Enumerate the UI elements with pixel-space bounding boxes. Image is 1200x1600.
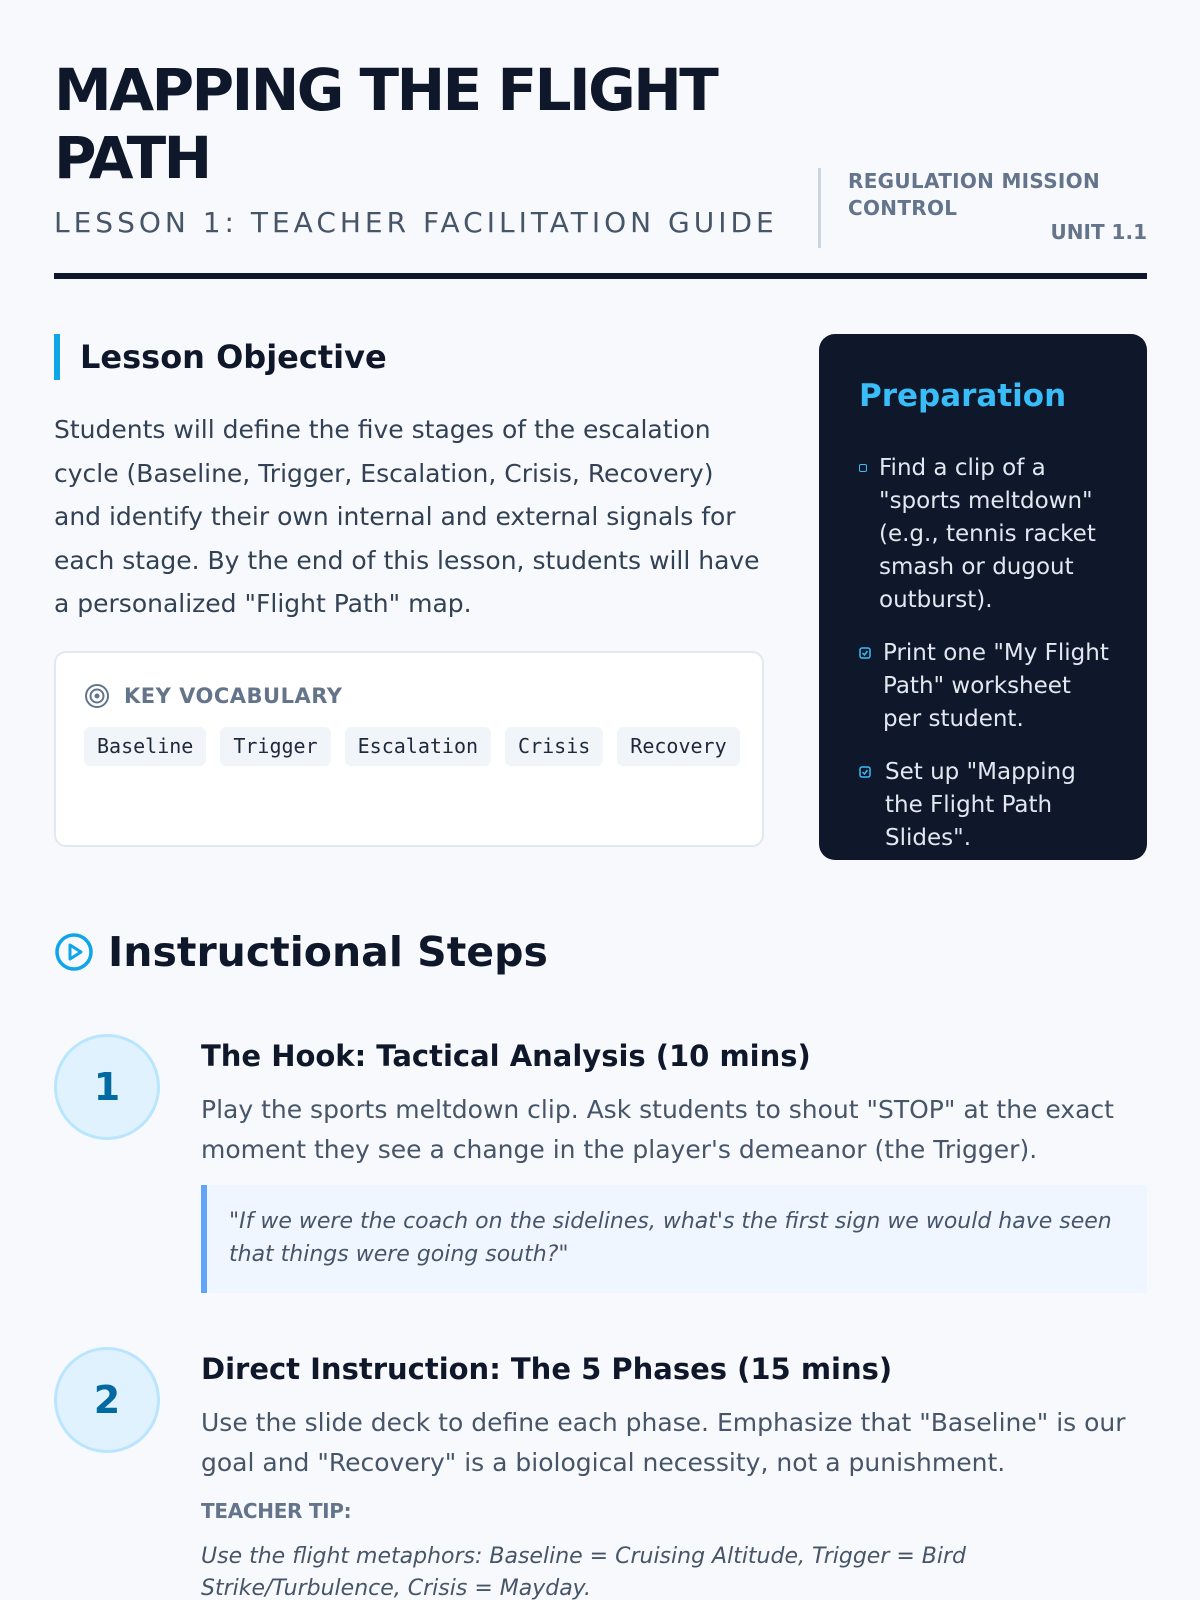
preparation-item <box>859 452 1115 617</box>
preparation-item-text: Print one "My Flight Path" worksheet per student. <box>883 640 1109 732</box>
vocab-chip: Baseline <box>84 727 206 766</box>
step-body <box>201 1347 1147 1600</box>
target-icon <box>84 683 110 709</box>
page-title: MAPPING THE FLIGHT PATH <box>54 56 717 192</box>
teacher-tip-label: TEACHER TIP: <box>201 1499 352 1523</box>
vocabulary-label-row <box>84 683 342 709</box>
unit-label: UNIT 1.1 <box>1050 220 1147 244</box>
vocab-chip: Escalation <box>345 727 491 766</box>
square-bullet-icon <box>859 464 867 472</box>
header <box>54 56 1147 280</box>
step-title: The Hook: Tactical Analysis (10 mins) <box>201 1039 811 1073</box>
vocab-chip: Recovery <box>617 727 739 766</box>
header-meta <box>818 168 1147 248</box>
step-body <box>201 1034 1147 1293</box>
teacher-tip-text: Use the flight metaphors: Baseline = Cruising Altitude, Trigger = Bird Strike/Turbulence, Crisis = Mayday. <box>201 1544 967 1600</box>
step-title: Direct Instruction: The 5 Phases (15 mins) <box>201 1352 893 1386</box>
page-subtitle: LESSON 1: TEACHER FACILITATION GUIDE <box>54 206 778 239</box>
step-quote: "If we were the coach on the sidelines, what's the first sign we would have seen that things were going south?" <box>201 1185 1147 1293</box>
checkbox-icon <box>859 647 871 659</box>
vocabulary-card <box>54 651 764 847</box>
program-name: REGULATION MISSION CONTROL <box>848 169 1101 220</box>
checkbox-icon <box>859 766 871 778</box>
header-divider <box>54 273 1147 279</box>
vocabulary-label: KEY VOCABULARY <box>124 684 343 708</box>
play-circle-icon <box>54 932 94 972</box>
steps-heading: Instructional Steps <box>108 928 548 976</box>
step-number-badge: 2 <box>54 1347 160 1453</box>
vocab-chip: Trigger <box>220 727 330 766</box>
vocabulary-chips <box>84 727 744 766</box>
preparation-list <box>859 452 1115 855</box>
preparation-title: Preparation <box>859 378 1067 414</box>
preparation-panel <box>819 334 1147 860</box>
preparation-item-text: Set up "Mapping the Flight Path Slides". <box>885 759 1076 851</box>
steps-heading-row <box>54 928 548 976</box>
preparation-item <box>859 637 1115 736</box>
lesson-guide-page <box>54 0 1147 1600</box>
preparation-item <box>859 756 1115 855</box>
step-number-badge: 1 <box>54 1034 160 1140</box>
preparation-item-text: Find a clip of a "sports meltdown" (e.g., tennis racket smash or dugout outburst). <box>879 455 1096 613</box>
vocab-chip: Crisis <box>505 727 603 766</box>
step-text: Play the sports meltdown clip. Ask students to shout "STOP" at the exact moment they see a change in the player's demeanor (the Trigger). <box>201 1095 1114 1164</box>
objective-heading: Lesson Objective <box>54 334 387 380</box>
objective-text: Students will define the five stages of the escalation cycle (Baseline, Trigger, Escalation, Crisis, Recovery) and identify their own internal and external signals for each stage. By the end of this lesson, students will have a personalized "Flight Path" map. <box>54 415 760 618</box>
step-text: Use the slide deck to define each phase. Emphasize that "Baseline" is our goal and "Recovery" is a biological necessity, not a punishment. <box>201 1408 1126 1477</box>
